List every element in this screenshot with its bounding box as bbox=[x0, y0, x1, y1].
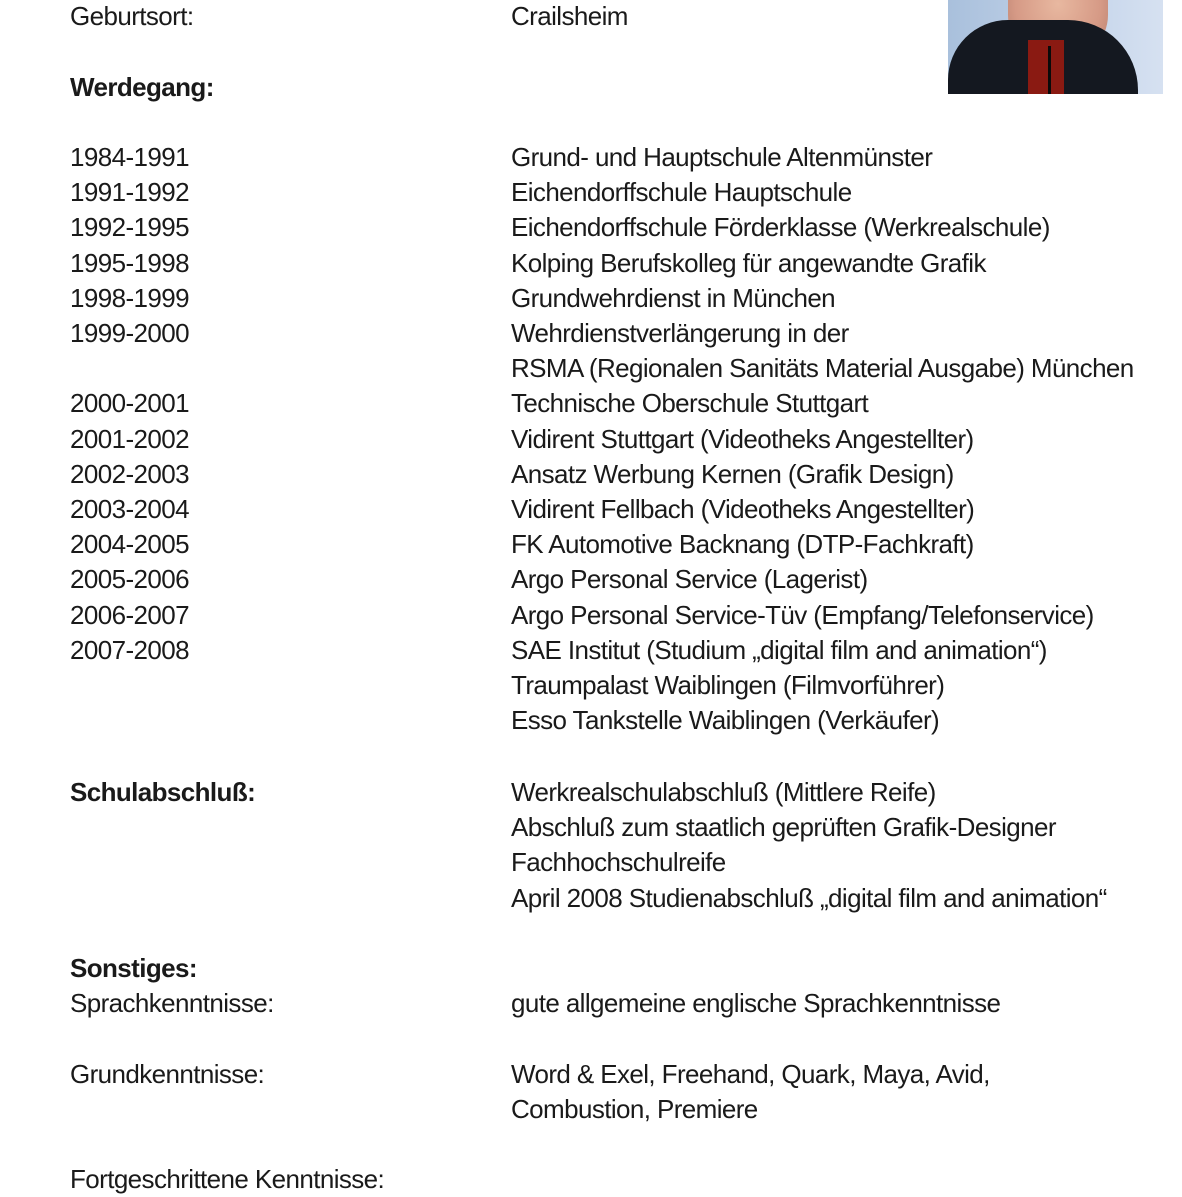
career-entry: Kolping Berufskolleg für angewandte Grafik bbox=[511, 247, 986, 278]
career-years: 1999-2000 bbox=[70, 318, 189, 348]
career-entry: Argo Personal Service (Lagerist) bbox=[511, 564, 868, 595]
basic-skills-line: Word & Exel, Freehand, Quark, Maya, Avid, bbox=[511, 1059, 990, 1089]
career-years: 2001-2002 bbox=[70, 423, 189, 454]
portrait-necklace bbox=[1048, 46, 1051, 94]
career-entry: Grundwehrdienst in München bbox=[511, 282, 836, 313]
career-years: 1992-1995 bbox=[70, 212, 189, 243]
career-entry: SAE Institut (Studium „digital film and animation“) bbox=[511, 634, 1047, 665]
career-entry: Wehrdienstverlängerung in der bbox=[511, 318, 849, 348]
career-entry: RSMA (Regionalen Sanitäts Material Ausgabe) München bbox=[511, 353, 1134, 384]
basic-skills-line: Combustion, Premiere bbox=[511, 1094, 758, 1124]
career-years: 2003-2004 bbox=[70, 494, 189, 524]
career-entry: Grund- und Hauptschule Altenmünster bbox=[511, 142, 933, 172]
career-entry: Eichendorffschule Hauptschule bbox=[511, 177, 852, 208]
advanced-skills-label: Fortgeschrittene Kenntnisse: bbox=[70, 1164, 385, 1194]
degree-entry: April 2008 Studienabschluß „digital film and animation“ bbox=[511, 882, 1107, 913]
career-years: 2006-2007 bbox=[70, 599, 189, 630]
career-entry: Eichendorffschule Förderklasse (Werkrealschule) bbox=[511, 212, 1050, 243]
languages-value: gute allgemeine englische Sprachkenntnisse bbox=[511, 988, 1001, 1018]
career-years: 2007-2008 bbox=[70, 634, 189, 665]
career-years: 1991-1992 bbox=[70, 177, 189, 208]
basic-skills-label: Grundkenntnisse: bbox=[70, 1059, 265, 1089]
career-entry: Ansatz Werbung Kernen (Grafik Design) bbox=[511, 458, 954, 489]
degree-entry: Fachhochschulreife bbox=[511, 847, 726, 878]
career-entry: Argo Personal Service-Tüv (Empfang/Telefonservice) bbox=[511, 599, 1094, 630]
degree-entry: Werkrealschulabschluß (Mittlere Reife) bbox=[511, 777, 936, 807]
career-heading: Werdegang: bbox=[70, 72, 214, 102]
career-entry: Vidirent Fellbach (Videotheks Angestellter) bbox=[511, 494, 975, 524]
career-years: 2005-2006 bbox=[70, 564, 189, 595]
career-years: 2002-2003 bbox=[70, 458, 189, 489]
birthplace-label: Geburtsort: bbox=[70, 1, 194, 31]
portrait-photo bbox=[948, 0, 1163, 94]
degrees-heading: Schulabschluß: bbox=[70, 777, 256, 807]
birthplace-value: Crailsheim bbox=[511, 1, 628, 31]
other-heading: Sonstiges: bbox=[70, 953, 197, 983]
degree-entry: Abschluß zum staatlich geprüften Grafik-Designer bbox=[511, 812, 1056, 843]
career-entry: Technische Oberschule Stuttgart bbox=[511, 388, 869, 419]
career-years: 2004-2005 bbox=[70, 529, 189, 560]
career-entry: Vidirent Stuttgart (Videotheks Angestellter) bbox=[511, 423, 974, 454]
portrait-shirt bbox=[1028, 40, 1064, 94]
career-years: 1984-1991 bbox=[70, 142, 189, 172]
languages-label: Sprachkenntnisse: bbox=[70, 988, 274, 1018]
career-entry: Traumpalast Waiblingen (Filmvorführer) bbox=[511, 670, 945, 700]
career-years: 2000-2001 bbox=[70, 388, 189, 419]
career-entry: FK Automotive Backnang (DTP-Fachkraft) bbox=[511, 529, 974, 560]
career-years: 1995-1998 bbox=[70, 247, 189, 278]
career-entry: Esso Tankstelle Waiblingen (Verkäufer) bbox=[511, 705, 940, 736]
career-years: 1998-1999 bbox=[70, 282, 189, 313]
